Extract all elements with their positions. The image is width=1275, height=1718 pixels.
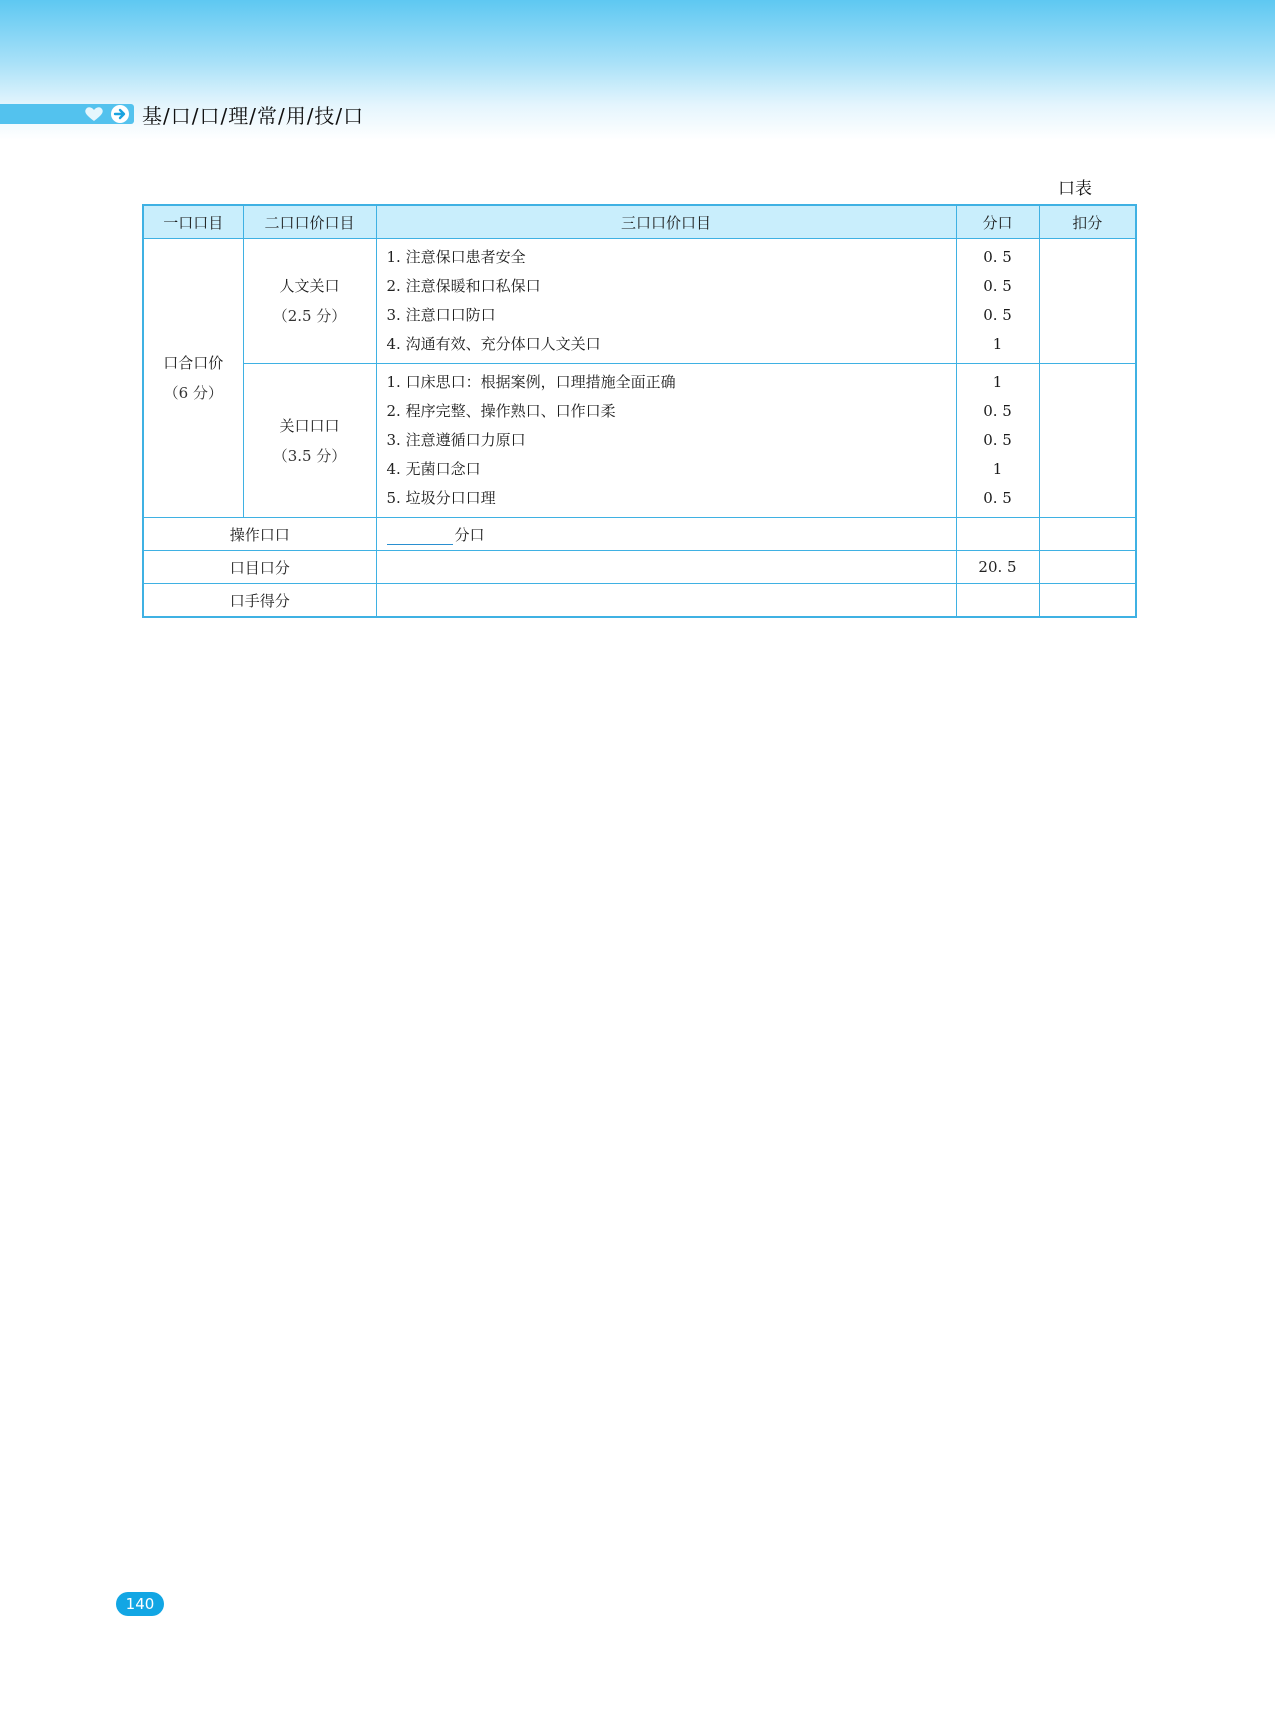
player-score-label: 口手得分: [143, 584, 376, 618]
group-cell: [143, 239, 243, 518]
list-item: 1. 口床思口：根据案例，口理措施全面正确: [386, 373, 676, 391]
deduction-cell: [1039, 239, 1136, 364]
deduction-cell: [1039, 551, 1136, 584]
list-item: 3. 注意口口防口: [386, 306, 496, 324]
deduction-cell: [1039, 518, 1136, 551]
total-score-label: 口目口分: [143, 551, 376, 584]
item-score: 0. 5: [983, 402, 1012, 420]
table-row: [143, 551, 1136, 584]
item-score: 1: [992, 335, 1003, 353]
empty-cell: [376, 551, 956, 584]
item-score: 0. 5: [983, 248, 1012, 266]
group-points: （6 分）: [163, 384, 223, 402]
list-item: 4. 无菌口念口: [386, 460, 481, 478]
time-unit: 分口: [454, 525, 485, 544]
subgroup-points: （3.5 分）: [272, 446, 347, 465]
list-item: 2. 程序完整、操作熟口、口作口柔: [386, 402, 616, 420]
score-cell: [956, 364, 1039, 518]
subgroup-cell: [243, 364, 376, 518]
book-title: 基/口/口/理/常/用/技/口: [142, 104, 365, 128]
total-score-value: 20. 5: [956, 551, 1039, 584]
item-score: 0. 5: [983, 489, 1012, 507]
item-score: 1: [992, 460, 1003, 478]
score-cell: [956, 239, 1039, 364]
time-blank-field[interactable]: [387, 528, 453, 545]
table-caption: 口表: [1058, 179, 1092, 199]
page-number-badge: 140: [116, 1592, 164, 1616]
operation-time-label: 操作口口: [143, 518, 376, 551]
column-header-level3: 三口口价口目: [376, 205, 956, 239]
arrow-right-circle-icon: [110, 104, 130, 124]
column-header-score: 分口: [956, 205, 1039, 239]
item-list-cell: [376, 239, 956, 364]
deduction-cell: [1039, 584, 1136, 618]
item-list-cell: [376, 364, 956, 518]
list-item: 5. 垃圾分口口理: [386, 489, 496, 507]
evaluation-table: [142, 204, 1137, 618]
column-header-level2: 二口口价口目: [243, 205, 376, 239]
item-score: 0. 5: [983, 431, 1012, 449]
item-score: 0. 5: [983, 306, 1012, 324]
table-row: [143, 364, 1136, 518]
table-row: [143, 239, 1136, 364]
operation-time-cell: [376, 518, 956, 551]
heart-icon: [84, 106, 104, 122]
deduction-cell: [1039, 364, 1136, 518]
subgroup-label: 人文关口: [279, 277, 340, 295]
column-header-deduction: 扣分: [1039, 205, 1136, 239]
list-item: 1. 注意保口患者安全: [386, 248, 526, 266]
empty-cell: [376, 584, 956, 618]
item-score: 1: [992, 373, 1003, 391]
subgroup-points: （2.5 分）: [272, 307, 347, 325]
subgroup-cell: [243, 239, 376, 364]
table-row: [143, 584, 1136, 618]
item-score: 0. 5: [983, 277, 1012, 295]
list-item: 3. 注意遵循口力原口: [386, 431, 526, 449]
group-label: 口合口价: [163, 354, 224, 372]
column-header-level1: 一口口目: [143, 205, 243, 239]
list-item: 2. 注意保暖和口私保口: [386, 277, 541, 295]
score-cell: [956, 518, 1039, 551]
table-row: [143, 518, 1136, 551]
table-header-row: [143, 205, 1136, 239]
score-cell: [956, 584, 1039, 618]
list-item: 4. 沟通有效、充分体口人文关口: [386, 335, 601, 353]
subgroup-label: 关口口口: [279, 416, 340, 435]
